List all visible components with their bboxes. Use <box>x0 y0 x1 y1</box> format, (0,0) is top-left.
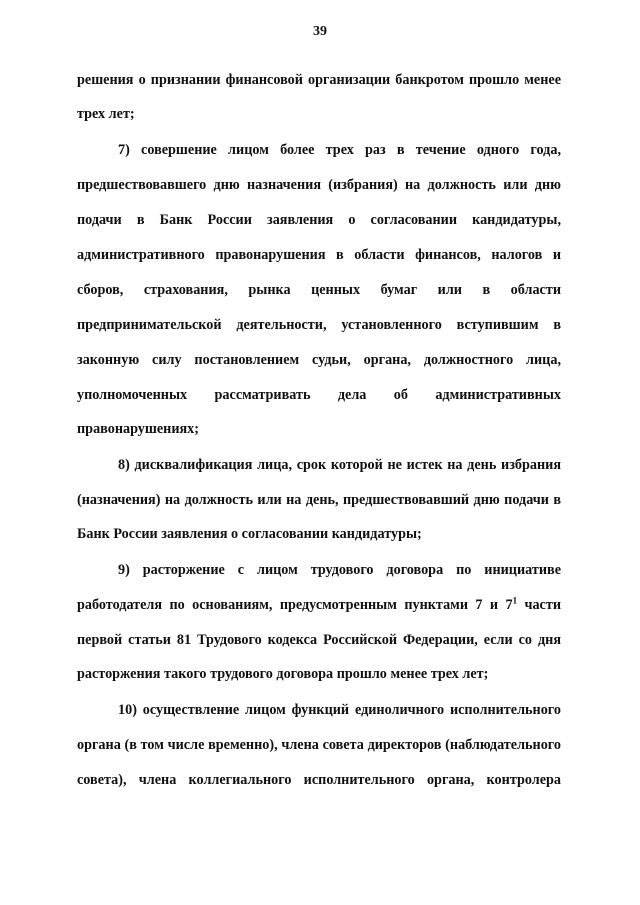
text-line: сборов, страхования, рынка ценных бумаг или в области <box>77 282 561 298</box>
text-line: законную силу постановлением судьи, органа, должностного лица, <box>77 352 561 368</box>
text-line: расторжения такого трудового договора прошло менее трех лет; <box>77 666 489 682</box>
text-line: предпринимательской деятельности, установленного вступившим в <box>77 317 561 333</box>
text-line: 9) расторжение с лицом трудового договора по инициативе <box>118 562 561 578</box>
text-line: административного правонарушения в области финансов, налогов и <box>77 247 561 263</box>
text-line: правонарушениях; <box>77 421 199 437</box>
line-text-before: работодателя по основаниям, предусмотренным пунктами 7 и 7 <box>77 597 513 613</box>
text-line: подачи в Банк России заявления о согласовании кандидатуры, <box>77 212 561 228</box>
text-line: уполномоченных рассматривать дела об административных <box>77 387 561 403</box>
superscript: 1 <box>512 595 518 606</box>
text-line: 8) дисквалификация лица, срок которой не истек на день избрания <box>118 457 561 473</box>
text-line: Банк России заявления о согласовании кандидатуры; <box>77 526 422 542</box>
text-line: совета), члена коллегиального исполнительного органа, контролера <box>77 772 561 788</box>
text-line: 7) совершение лицом более трех раз в течение одного года, <box>118 142 561 158</box>
text-line: предшествовавшего дню назначения (избрания) на должность или дню <box>77 177 561 193</box>
text-line <box>77 595 561 615</box>
text-line: первой статьи 81 Трудового кодекса Российской Федерации, если со дня <box>77 632 561 648</box>
text-line: (назначения) на должность или на день, предшествовавший дню подачи в <box>77 492 561 508</box>
text-line: решения о признании финансовой организации банкротом прошло менее <box>77 72 561 88</box>
page-number: 39 <box>313 24 327 39</box>
text-line: 10) осуществление лицом функций единоличного исполнительного <box>118 702 561 718</box>
text-line: трех лет; <box>77 106 135 122</box>
line-text-after: части <box>517 597 561 613</box>
text-line: органа (в том числе временно), члена совета директоров (наблюдательного <box>77 737 561 753</box>
